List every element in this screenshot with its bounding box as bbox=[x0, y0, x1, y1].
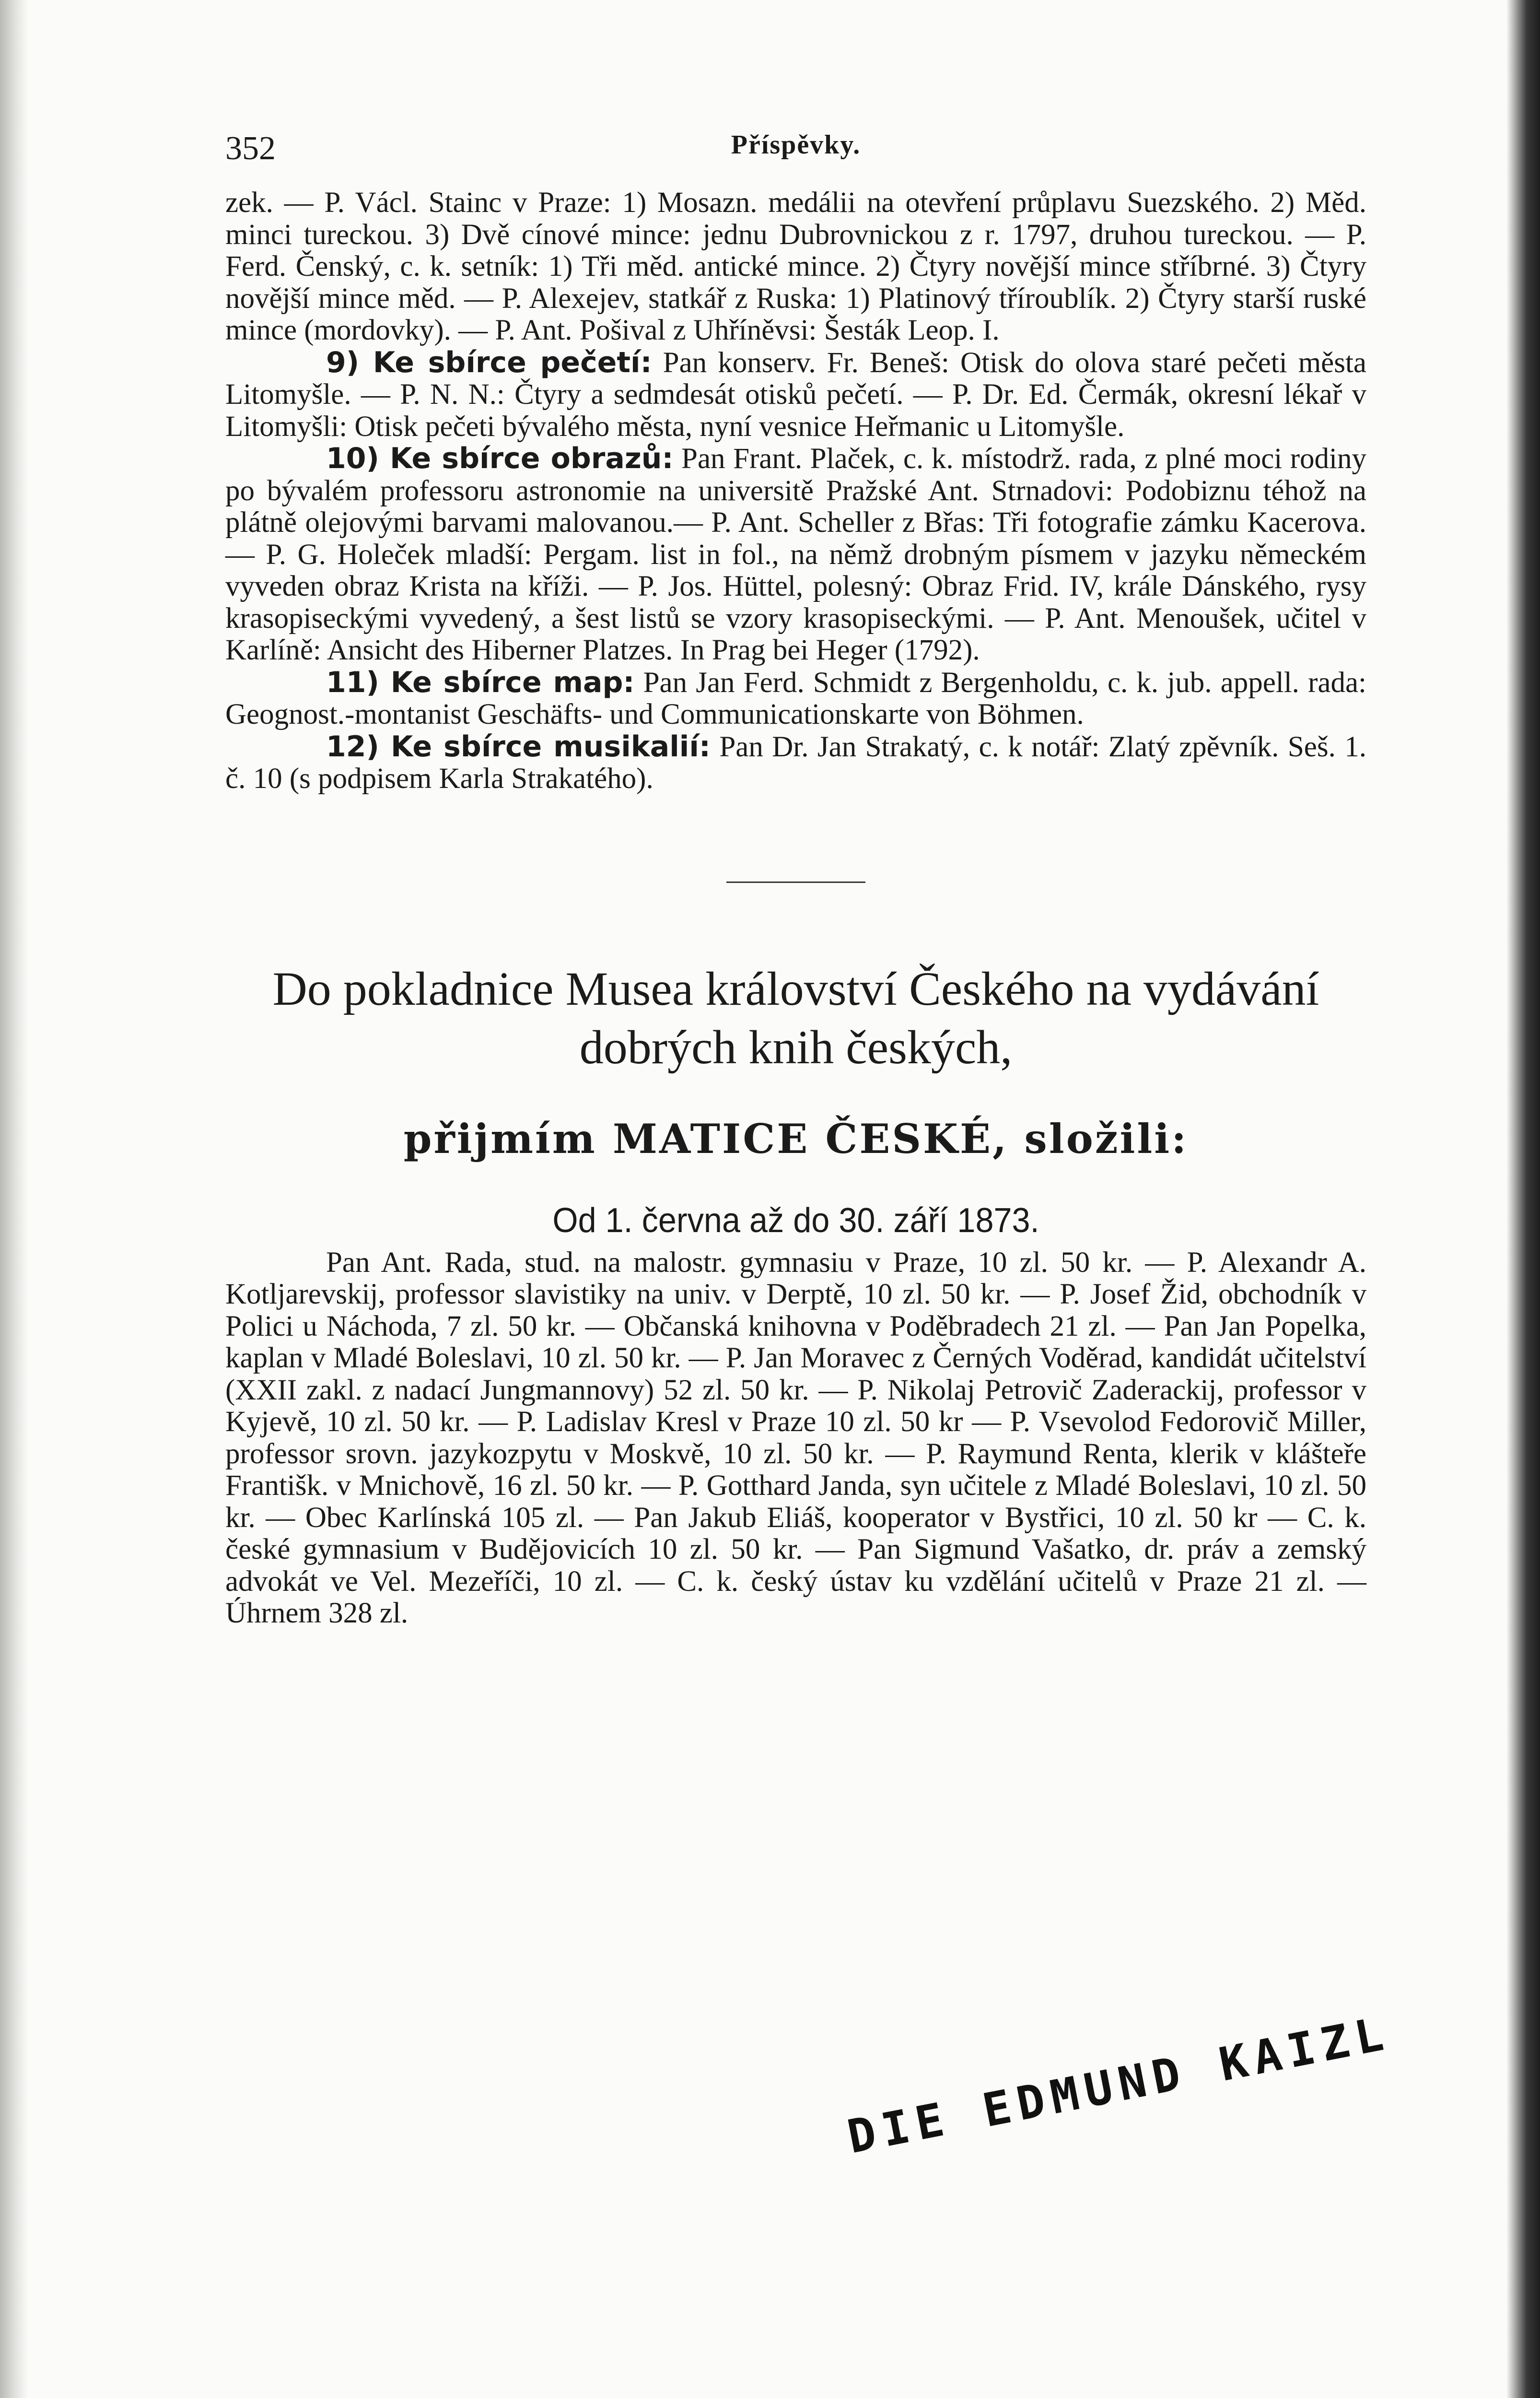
stamp-text: DIE EDMUND KAIZL bbox=[843, 2006, 1394, 2164]
section-title-line-2: dobrých knih českých, bbox=[579, 1020, 1013, 1074]
section-title-line-1: Do pokladnice Musea království Českého na vydávání bbox=[272, 962, 1319, 1015]
section-heading-seals: 9) Ke sbírce pečetí: bbox=[326, 345, 652, 379]
section-subtitle: přijmím MATICE ČESKÉ, složili: bbox=[403, 1115, 1189, 1163]
paragraph-maps-text: Pan Jan Ferd. Schmidt z Bergenholdu, c. k. jub. appell. rada: Geognost.-montanist Geschäfts- und Communicationskarte von Böhmen. bbox=[225, 666, 1366, 730]
paragraph-paintings bbox=[225, 443, 1366, 667]
section-heading-paintings: 10) Ke sbírce obrazů: bbox=[326, 442, 674, 475]
paragraph-seals-text: Pan konserv. Fr. Beneš: Otisk do olova staré pečeti města Litomyšle. — P. N. N.: Čtyry a sedmdesát otisků pečetí. — P. Dr. Ed. Čermák, okresní lékař v Litomyšli: Otisk pečeti bývalého města, nyní vesnice Heřmanic u Litomyšle. bbox=[225, 346, 1366, 443]
ownership-stamp bbox=[843, 2006, 1394, 2254]
paragraph-paintings-text: Pan Frant. Plaček, c. k. místodrž. rada, z plné moci rodiny po bývalém professoru astronomie na universitě Pražské Ant. Strnadovi: Podobiznu téhož na plátně olejovými barvami malovanou.— P. Ant. Scheller z Břas: Tři fotografie zámku Kacerova. — P. G. Holeček mladší: Pergam. list in fol., na němž drobným písmem v jazyku německém vyveden obraz Krista na kříži. — P. Jos. Hüttel, polesný: Obraz Frid. IV, krále Dánského, rysy krasopiseckými vyvedený, a šest listů se vzory krasopiseckými. — P. Ant. Menoušek, učitel v Karlíně: Ansicht des Hiberner Platzes. In Prag bei Heger (1792). bbox=[225, 443, 1366, 666]
running-head bbox=[225, 129, 1366, 187]
scan-edge-left bbox=[0, 0, 29, 2398]
paragraph-coins: zek. — P. Václ. Stainc v Praze: 1) Mosazn. medálii na otevření průplavu Suezského. 2) Měd. minci tureckou. 3) Dvě cínové mince: jednu Dubrovnickou z r. 1797, druhou tureckou. — P. Ferd. Čenský, c. k. setník: 1) Tři měd. antické mince. 2) Čtyry novější mince stříbrné. 3) Čtyry novější mince měd. — P. Alexejev, statkář z Ruska: 1) Platinový tříroublík. 2) Čtyry starší ruské mince (mordovky). — P. Ant. Pošival z Uhříněvsi: Šesták Leop. I. bbox=[225, 187, 1366, 346]
running-title: Příspěvky. bbox=[731, 130, 861, 160]
paragraph-maps bbox=[225, 667, 1366, 731]
scan-edge-right bbox=[1506, 0, 1540, 2398]
page-number: 352 bbox=[225, 130, 276, 167]
page-content bbox=[225, 129, 1366, 1630]
section-divider bbox=[726, 882, 865, 883]
paragraph-seals bbox=[225, 347, 1366, 443]
section-heading-music: 12) Ke sbírce musikalií: bbox=[326, 729, 711, 764]
paragraph-music bbox=[225, 731, 1366, 795]
donors-list: Pan Ant. Rada, stud. na malostr. gymnasiu v Praze, 10 zl. 50 kr. — P. Alexandr A. Kotljarevskij, professor slavistiky na univ. v Derptě, 10 zl. 50 kr. — P. Josef Žid, obchodník v Polici u Náchoda, 7 zl. 50 kr. — Občanská knihovna v Poděbradech 21 zl. — Pan Jan Popelka, kaplan v Mladé Boleslavi, 10 zl. 50 kr. — P. Jan Moravec z Černých Voděrad, kandidát učitelství (XXII zakl. z nadací Jungmannovy) 52 zl. 50 kr. — P. Nikolaj Petrovič Zaderackij, professor v Kyjevě, 10 zl. 50 kr. — P. Ladislav Kresl v Praze 10 zl. 50 kr — P. Vsevolod Fedorovič Miller, professor srovn. jazykozpytu v Moskvě, 10 zl. 50 kr. — P. Raymund Renta, klerik v klášteře Františk. v Mnichově, 16 zl. 50 kr. — P. Gotthard Janda, syn učitele z Mladé Boleslavi, 10 zl. 50 kr. — Obec Karlínská 105 zl. — Pan Jakub Eliáš, kooperator v Bystřici, 10 zl. 50 kr — C. k. české gymnasium v Budějovicích 10 zl. 50 kr. — Pan Sigmund Vašatko, dr. práv a zemský advokát ve Vel. Mezeříči, 10 zl. — C. k. český ústav ku vzdělání učitelů v Praze 21 zl. — Úhrnem 328 zl. bbox=[225, 1246, 1366, 1629]
date-range: Od 1. června až do 30. září 1873. bbox=[552, 1201, 1039, 1240]
section-heading-maps: 11) Ke sbírce map: bbox=[326, 665, 635, 699]
paragraph-music-text: Pan Dr. Jan Strakatý, c. k notář: Zlatý zpěvník. Seš. 1. č. 10 (s podpisem Karla Strakatého). bbox=[225, 730, 1366, 795]
